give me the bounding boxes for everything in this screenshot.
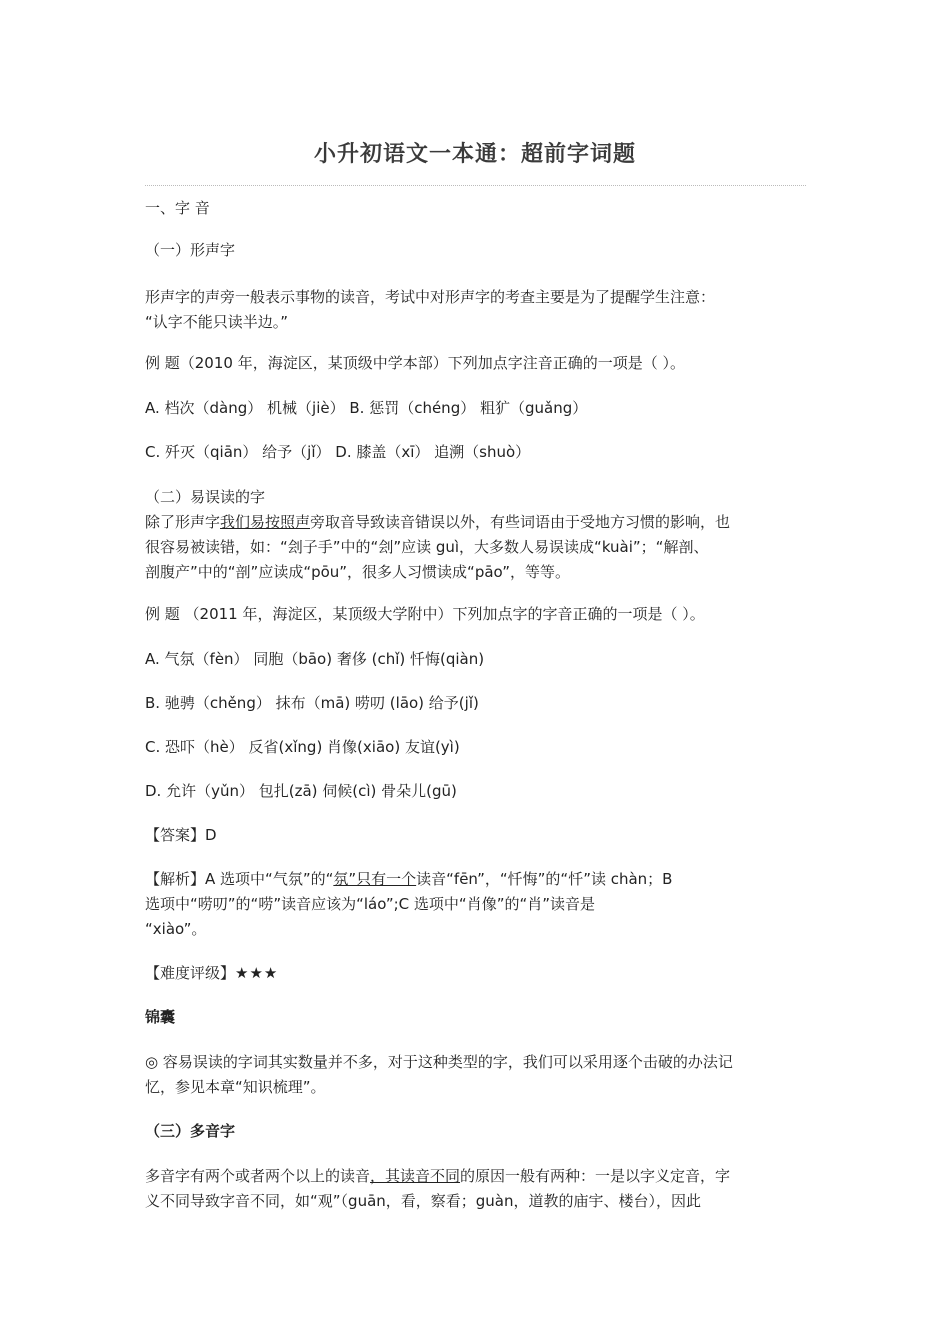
example-option: C. 歼灭（qiān） 给予（jǐ） D. 膝盖（xī） 追溯（shuò）	[145, 443, 531, 461]
paragraph-line: “认字不能只读半边。”	[145, 313, 289, 331]
answer-label: 【答案】	[145, 826, 206, 844]
paragraph-line: 很容易被读错，如：“刽子手”中的“刽”应读 guì，大多数人易误读成“kuài”；“解剖、	[145, 538, 709, 556]
text-run: 读音“fēn”，“忏悔”的“忏”读 chàn；B	[416, 870, 673, 888]
example-option: A. 档次（dàng） 机械（jiè） B. 惩罚（chéng） 粗犷（guǎng）	[145, 399, 588, 417]
example-option: D. 允许（yǔn） 包扎(zā) 伺候(cì) 骨朵儿(gū)	[145, 782, 457, 800]
paragraph-line	[145, 510, 807, 535]
analysis-line	[145, 867, 807, 892]
text-run: 旁取音导致读音错误以外，有些词语由于受地方习惯的影响，也	[310, 513, 731, 531]
analysis-line: 选项中“唠叨”的“唠”读音应该为“láo”;C 选项中“肖像”的“肖”读音是	[145, 895, 596, 913]
paragraph-line: 义不同导致字音不同，如“观”（guān，看，察看；guàn，道教的庙宇、楼台），因此	[145, 1192, 701, 1210]
example-option: A. 气氛（fèn） 同胞（bāo) 奢侈 (chǐ) 忏悔(qiàn)	[145, 650, 485, 668]
difficulty-line	[145, 961, 807, 986]
analysis-line: “xiào”。	[145, 920, 207, 938]
underlined-text: 我们易按照声	[220, 513, 311, 531]
analysis-label: 【解析】	[145, 870, 206, 888]
paragraph-line: 形声字的声旁一般表示事物的读音，考试中对形声字的考查主要是为了提醒学生注意：	[145, 288, 716, 306]
difficulty-label: 【难度评级】	[145, 964, 236, 982]
underlined-text: ，其读音不同	[370, 1167, 461, 1185]
example-option: C. 恐吓（hè） 反省(xǐng) 肖像(xiāo) 友谊(yì)	[145, 738, 460, 756]
text-run: 的原因一般有两种：一是以字义定音，字	[460, 1167, 731, 1185]
section-heading: 一、字 音	[145, 199, 210, 217]
underlined-text: 氛”只有一个	[333, 870, 417, 888]
paragraph-line	[145, 1164, 807, 1189]
title-divider	[145, 185, 806, 186]
paragraph-line: 忆，参见本章“知识梳理”。	[145, 1078, 326, 1096]
page-title: 小升初语文一本通：超前字词题	[313, 142, 636, 167]
paragraph-line: 剖腹产”中的“剖”应读成“pōu”，很多人习惯读成“pāo”，等等。	[145, 563, 570, 581]
example-stem: 例 题（2010 年，海淀区，某顶级中学本部）下列加点字注音正确的一项是（ ）。	[145, 354, 685, 372]
difficulty-stars: ★★★	[235, 964, 279, 982]
text-run: 多音字有两个或者两个以上的读音	[145, 1167, 371, 1185]
example-option: B. 驰骋（chěng） 抹布（mā) 唠叨 (lāo) 给予(jǐ)	[145, 694, 479, 712]
paragraph-line: ◎ 容易误读的字词其实数量并不多，对于这种类型的字，我们可以采用逐个击破的办法记	[145, 1053, 733, 1071]
subsection-heading: （一）形声字	[145, 241, 236, 259]
subsection-heading: （三）多音字	[145, 1122, 236, 1140]
tips-heading: 锦囊	[145, 1008, 176, 1026]
answer-line	[145, 823, 807, 848]
text-run: A 选项中“气氛”的“	[205, 870, 334, 888]
answer-value: D	[205, 826, 217, 844]
text-run: 除了形声字	[145, 513, 221, 531]
subsection-heading: （二）易误读的字	[145, 488, 266, 506]
example-stem: 例 题 （2011 年，海淀区，某顶级大学附中）下列加点字的字音正确的一项是（ ）。	[145, 605, 705, 623]
